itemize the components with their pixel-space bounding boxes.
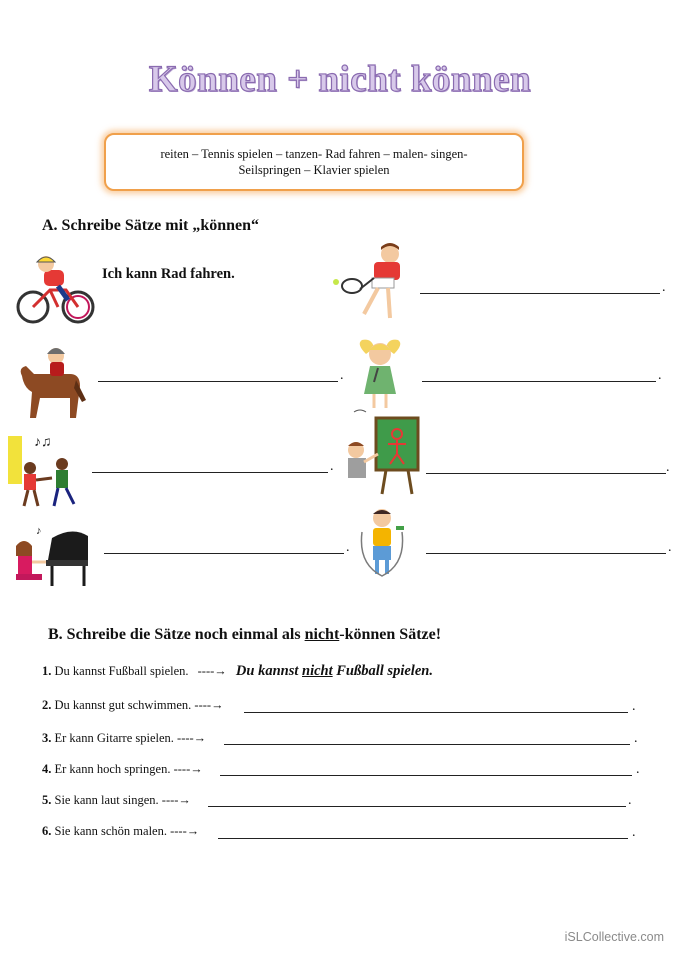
section-a-heading: A. Schreibe Sätze mit „können“	[42, 217, 260, 234]
word-box	[104, 133, 524, 191]
arrow: ----→	[194, 698, 224, 712]
answer-line-piano[interactable]	[104, 553, 344, 554]
section-b-heading	[48, 626, 441, 644]
exercise-sentence: Du kannst gut schwimmen.	[54, 698, 192, 712]
answer-period: .	[330, 459, 334, 474]
arrow: ----→	[161, 793, 191, 807]
singer-picture	[350, 338, 410, 416]
section-b-heading-prefix: B. Schreibe die Sätze noch einmal als	[48, 626, 305, 643]
answer-line-singer[interactable]	[422, 381, 656, 382]
svg-text:♪: ♪	[36, 525, 42, 537]
answer-period: .	[666, 460, 670, 475]
word-box-line-1: reiten – Tennis spielen – tanzen- Rad fahren – malen- singen-	[160, 147, 468, 161]
exercise-sentence: Sie kann schön malen.	[54, 824, 167, 838]
arrow: ----→	[177, 731, 207, 745]
answer-line[interactable]	[224, 744, 630, 745]
exercise-row	[42, 698, 224, 713]
example-sentence: Ich kann Rad fahren.	[102, 266, 235, 282]
watermark: iSLCollective.com	[564, 930, 664, 944]
answer-line-tennis[interactable]	[420, 293, 660, 294]
arrow: ----→	[173, 762, 203, 776]
arrow: ----→	[170, 824, 200, 838]
tennis-picture	[330, 242, 412, 328]
section-b-heading-underlined: nicht	[304, 626, 340, 643]
answer-line-horse[interactable]	[98, 381, 338, 382]
answer-period: .	[346, 540, 350, 555]
exercise-row	[42, 824, 199, 839]
cyclist-picture	[14, 252, 96, 328]
answer-period: .	[632, 699, 636, 714]
exercise-sentence: Er kann hoch springen.	[54, 762, 171, 776]
item-number: 5.	[42, 793, 52, 807]
jump-rope-picture	[356, 504, 412, 578]
item-number: 6.	[42, 824, 52, 838]
answer-line[interactable]	[220, 775, 632, 776]
answer-line[interactable]	[208, 806, 626, 807]
answer-line-jump-rope[interactable]	[426, 553, 666, 554]
example-answer-prefix: Du kannst	[235, 663, 303, 679]
answer-line-painter[interactable]	[426, 473, 666, 474]
example-answer-negation: nicht	[302, 663, 333, 679]
horse-rider-picture	[14, 340, 90, 424]
svg-text:♪♫: ♪♫	[34, 435, 52, 450]
exercise-row	[42, 793, 191, 808]
answer-period: .	[658, 368, 662, 383]
item-number: 3.	[42, 731, 52, 745]
painter-picture	[340, 414, 424, 496]
answer-period: .	[662, 280, 666, 295]
dancers-picture	[8, 432, 86, 512]
answer-line[interactable]	[218, 838, 628, 839]
exercise-sentence: Sie kann laut singen.	[54, 793, 159, 807]
exercise-row	[42, 762, 203, 777]
answer-period: .	[340, 368, 344, 383]
answer-line[interactable]	[244, 712, 628, 713]
section-b-heading-suffix: -können Sätze!	[339, 626, 442, 643]
example-sentence-b: Du kannst Fußball spielen.	[54, 664, 189, 678]
word-box-line-2: Seilspringen – Klavier spielen	[238, 163, 390, 177]
example-answer-suffix: Fußball spielen.	[332, 663, 433, 679]
answer-period: .	[668, 540, 672, 555]
arrow: ----→	[197, 664, 227, 678]
item-number: 4.	[42, 762, 52, 776]
answer-line-dance[interactable]	[92, 472, 328, 473]
item-number: 2.	[42, 698, 52, 712]
example-answer	[236, 663, 433, 679]
exercise-row	[42, 731, 206, 746]
item-number: 1.	[42, 664, 52, 678]
answer-period: .	[628, 793, 632, 808]
answer-period: .	[636, 762, 640, 777]
exercise-sentence: Er kann Gitarre spielen.	[54, 731, 174, 745]
pianist-picture	[12, 522, 92, 588]
answer-period: .	[632, 825, 636, 840]
answer-period: .	[634, 731, 638, 746]
page-title: Können + nicht können	[148, 59, 532, 100]
example-row	[42, 663, 433, 680]
